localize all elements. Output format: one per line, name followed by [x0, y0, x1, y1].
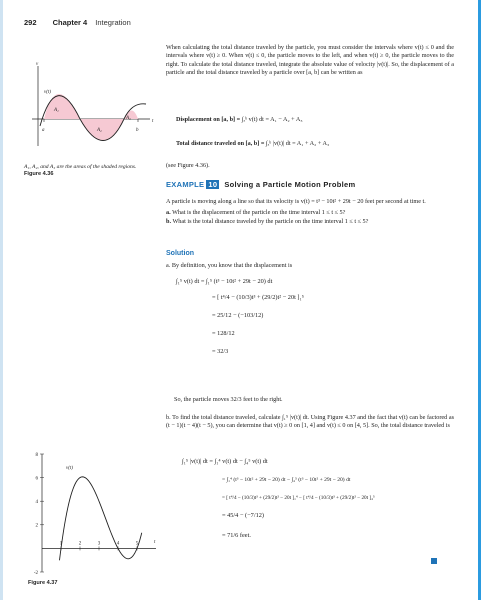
- example-heading: [166, 180, 355, 189]
- displacement-formula: ∫ₐᵇ v(t) dt = A₁ − A₂ + A₃: [241, 116, 303, 123]
- example-end-marker: [431, 558, 437, 564]
- fig437-axis-t-label: t: [154, 540, 156, 545]
- part-a-label: a.: [166, 209, 171, 217]
- solution-b-line-2: = ∫₁⁴ (t³ − 10t² + 29t − 20) dt − ∫₄⁵ (t³ − 10t² + 29t − 20) dt: [222, 477, 351, 483]
- fig437-y-tick-label: 6: [35, 476, 38, 482]
- fig437-velocity-curve: [59, 477, 141, 560]
- fig437-curve-label: v(t): [66, 466, 73, 471]
- solution-heading: Solution: [166, 250, 194, 257]
- example-word: EXAMPLE: [166, 180, 205, 189]
- page-edge-left: [0, 0, 3, 600]
- solution-b-line-4: = 45/4 − (−7/12): [222, 512, 264, 519]
- solution-b-line-3: = [ t⁴/4 − (10/3)t³ + (29/2)t² − 20t ]₁⁴ − [ t⁴/4 − (10/3)t³ + (29/2)t² − 20t ]₄⁵: [222, 495, 375, 501]
- fig436-caption: [24, 164, 144, 178]
- fig437-y-tick-label: 2: [35, 523, 38, 529]
- example-statement: A particle is moving along a line so that its velocity is v(t) = t³ − 10t² + 29t − 20 feet per second at time t.: [166, 198, 426, 205]
- fig437-y-tick-label: 4: [35, 500, 38, 505]
- fig436-label-a3: A₃: [126, 116, 131, 121]
- part-a-text: What is the displacement of the particle on the time interval 1 ≤ t ≤ 5?: [172, 209, 346, 217]
- intro-section: [166, 44, 454, 78]
- figure-4-37-chart: [22, 448, 162, 578]
- fig436-label-a1: A₁: [54, 108, 59, 113]
- fig437-y-tick-label: 8: [35, 452, 38, 458]
- solution-b-text: b. To find the total distance traveled, calculate ∫₁⁵ |v(t)| dt. Using Figure 4.37 and the fact that v(t) can be factored as (t − 1)(t − 4)(t − 5), you can determine that v(t) ≥ 0 on [1, 4] and v(t) ≤ 0 on [4, 5]. So, the total distance traveled is: [166, 414, 454, 430]
- fig437-x-tick-label: 4: [116, 541, 120, 547]
- page-number: 292: [24, 18, 37, 27]
- total-distance-label: Total distance traveled on [a, b] =: [176, 140, 265, 147]
- fig436-caption-label: Figure 4.36: [24, 171, 54, 178]
- fig437-x-tick-label: 5: [135, 541, 139, 547]
- solution-a-intro: a. By definition, you know that the displacement is: [166, 262, 293, 269]
- fig436-point-b: b: [136, 128, 139, 133]
- displacement-label: Displacement on [a, b] =: [176, 116, 241, 123]
- part-b-label: b.: [166, 217, 171, 225]
- solution-a-line-2: = [ t⁴/4 − (10/3)t³ + (29/2)t² − 20t ]₁⁵: [212, 294, 304, 301]
- fig437-x-tick-label: 3: [97, 541, 101, 547]
- section-label: Integration: [95, 18, 131, 27]
- fig436-label-a2: A₂: [97, 128, 102, 133]
- fig436-axis-v-label: v: [36, 62, 39, 67]
- solution-b-line-5: = 71/6 feet.: [222, 532, 251, 539]
- fig436-point-a: a: [42, 128, 45, 133]
- fig437-x-tick-label: 1: [59, 541, 63, 547]
- part-b-text: What is the total distance traveled by the particle on the time interval 1 ≤ t ≤ 5?: [172, 217, 369, 225]
- solution-a-derivation: [176, 278, 304, 356]
- example-part-a: [166, 209, 454, 217]
- fig436-axis-t-label: t: [152, 119, 154, 124]
- solution-a-line-4: = 128/12: [212, 330, 235, 337]
- fig436-caption-text: A₁, A₂, and A₃ are the areas of the shaded regions.: [24, 164, 137, 170]
- solution-b-line-1: ∫₁⁵ |v(t)| dt = ∫₁⁴ v(t) dt − ∫₄⁵ v(t) dt: [182, 458, 268, 465]
- total-distance-equation: [176, 140, 456, 148]
- example-part-b: [166, 218, 454, 226]
- solution-b-derivation: [182, 458, 375, 540]
- fig436-curve-label: v(t): [44, 90, 51, 95]
- page-header: [24, 18, 131, 27]
- total-distance-formula: ∫ₐᵇ |v(t)| dt = A₁ + A₂ + A₃: [265, 140, 330, 147]
- solution-a-line-3: = 25/12 − (−103/12): [212, 312, 264, 319]
- example-body: [166, 198, 454, 226]
- solution-a-line-5: = 32/3: [212, 348, 229, 355]
- fig437-x-tick-label: 2: [78, 541, 82, 547]
- chapter-label: Chapter 4: [52, 18, 88, 27]
- example-number: 10: [208, 180, 218, 189]
- figure-4-36-graph: [24, 64, 154, 154]
- fig436-area-a1: [44, 94, 80, 119]
- fig437-y-tick-label: -2: [33, 570, 38, 576]
- solution-a-conclusion: So, the particle moves 32/3 feet to the right.: [174, 396, 283, 403]
- see-figure-note: (see Figure 4.36).: [166, 162, 210, 169]
- solution-a-line-1: ∫₁⁵ v(t) dt = ∫₁⁵ (t³ − 10t² + 29t − 20) dt: [176, 278, 273, 285]
- fig437-caption-label: Figure 4.37: [28, 580, 58, 586]
- displacement-equation: [176, 116, 456, 124]
- example-title: Solving a Particle Motion Problem: [224, 180, 356, 189]
- solution-b-body: [166, 414, 454, 431]
- intro-paragraph: When calculating the total distance traveled by the particle, you must consider the intervals where v(t) ≤ 0 and the intervals where v(t) ≥ 0. When v(t) ≤ 0, the particle moves to the left, and when v(t) ≥ 0, the particle moves to the right. To calculate the total distance traveled, integrate the absolute value of velocity |v(t)|. So, the displacement of a particle and the total distance traveled by a particle over [a, b] can be written as: [166, 44, 454, 77]
